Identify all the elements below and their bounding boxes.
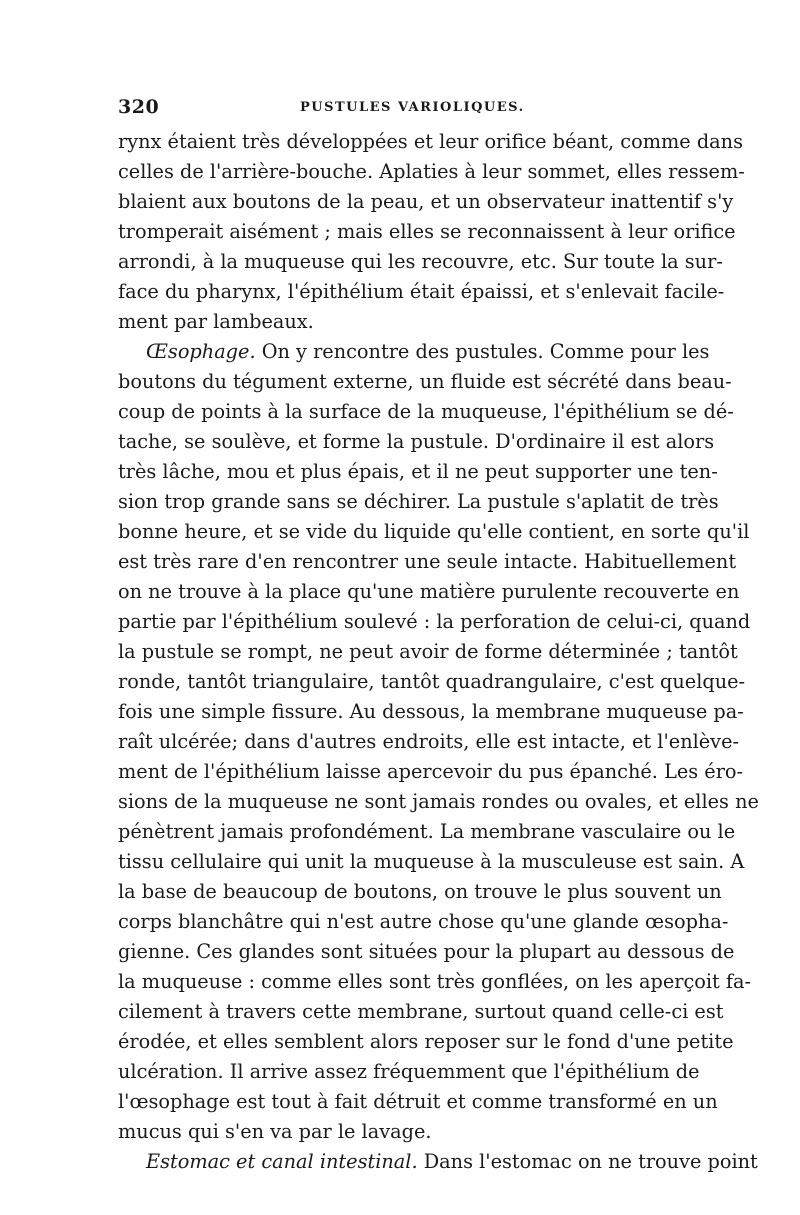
text-line: bonne heure, et se vide du liquide qu'elle contient, en sorte qu'il bbox=[118, 520, 750, 543]
section-heading-estomac: Estomac et canal intestinal. bbox=[146, 1150, 418, 1173]
text-line: la pustule se rompt, ne peut avoir de forme déterminée ; tantôt bbox=[118, 640, 738, 663]
text-run: Dans l'estomac on ne trouve point bbox=[417, 1150, 758, 1173]
text-line: on ne trouve à la place qu'une matière purulente recouverte en bbox=[118, 580, 740, 603]
section-heading-line bbox=[118, 337, 710, 367]
text-run: On y rencontre des pustules. Comme pour les bbox=[255, 340, 710, 363]
text-line: ulcération. Il arrive assez fréquemment que l'épithélium de bbox=[118, 1060, 700, 1083]
text-line: face du pharynx, l'épithélium était épaissi, et s'enlevait facile- bbox=[118, 280, 725, 303]
text-line: tache, se soulève, et forme la pustule. D'ordinaire il est alors bbox=[118, 430, 715, 453]
text-line: sion trop grande sans se déchirer. La pustule s'aplatit de très bbox=[118, 490, 719, 513]
page-number: 320 bbox=[118, 96, 160, 118]
text-line: gienne. Ces glandes sont situées pour la plupart au dessous de bbox=[118, 940, 735, 963]
text-line: l'œsophage est tout à fait détruit et comme transformé en un bbox=[118, 1090, 718, 1113]
text-line: tromperait aisément ; mais elles se reconnaissent à leur orifice bbox=[118, 220, 736, 243]
text-line: ment par lambeaux. bbox=[118, 310, 314, 333]
text-line: la base de beaucoup de boutons, on trouve le plus souvent un bbox=[118, 880, 722, 903]
text-line: boutons du tégument externe, un fluide est sécrété dans beau- bbox=[118, 370, 732, 393]
text-line: raît ulcérée; dans d'autres endroits, elle est intacte, et l'enlève- bbox=[118, 730, 740, 753]
text-line: coup de points à la surface de la muqueuse, l'épithélium se dé- bbox=[118, 400, 734, 423]
text-line: corps blanchâtre qui n'est autre chose qu'une glande œsopha- bbox=[118, 910, 729, 933]
text-line: érodée, et elles semblent alors reposer sur le fond d'une petite bbox=[118, 1030, 734, 1053]
text-line: arrondi, à la muqueuse qui les recouvre, etc. Sur toute la sur- bbox=[118, 250, 723, 273]
text-line: sions de la muqueuse ne sont jamais rondes ou ovales, et elles ne bbox=[118, 790, 759, 813]
text-line: est très rare d'en rencontrer une seule intacte. Habituellement bbox=[118, 550, 737, 573]
text-line: pénètrent jamais profondément. La membrane vasculaire ou le bbox=[118, 820, 736, 843]
text-line: ronde, tantôt triangulaire, tantôt quadrangulaire, c'est quelque- bbox=[118, 670, 746, 693]
text-line: cilement à travers cette membrane, surtout quand celle-ci est bbox=[118, 1000, 724, 1023]
text-line: rynx étaient très développées et leur orifice béant, comme dans bbox=[118, 130, 743, 153]
text-line: fois une simple fissure. Au dessous, la membrane muqueuse pa- bbox=[118, 700, 744, 723]
section-heading-oesophage: Œsophage. bbox=[146, 340, 256, 363]
text-line: la muqueuse : comme elles sont très gonflées, on les aperçoit fa- bbox=[118, 970, 752, 993]
text-line: blaient aux boutons de la peau, et un observateur inattentif s'y bbox=[118, 190, 734, 213]
running-title: PUSTULES VARIOLIQUES. bbox=[300, 100, 525, 115]
text-line: très lâche, mou et plus épais, et il ne peut supporter une ten- bbox=[118, 460, 718, 483]
section-heading-line bbox=[118, 1147, 758, 1177]
text-line: celles de l'arrière-bouche. Aplaties à leur sommet, elles ressem- bbox=[118, 160, 745, 183]
text-line: ment de l'épithélium laisse apercevoir du pus épanché. Les éro- bbox=[118, 760, 744, 783]
text-line: partie par l'épithélium soulevé : la perforation de celui-ci, quand bbox=[118, 610, 751, 633]
text-line: mucus qui s'en va par le lavage. bbox=[118, 1120, 432, 1143]
text-line: tissu cellulaire qui unit la muqueuse à la musculeuse est sain. A bbox=[118, 850, 745, 873]
